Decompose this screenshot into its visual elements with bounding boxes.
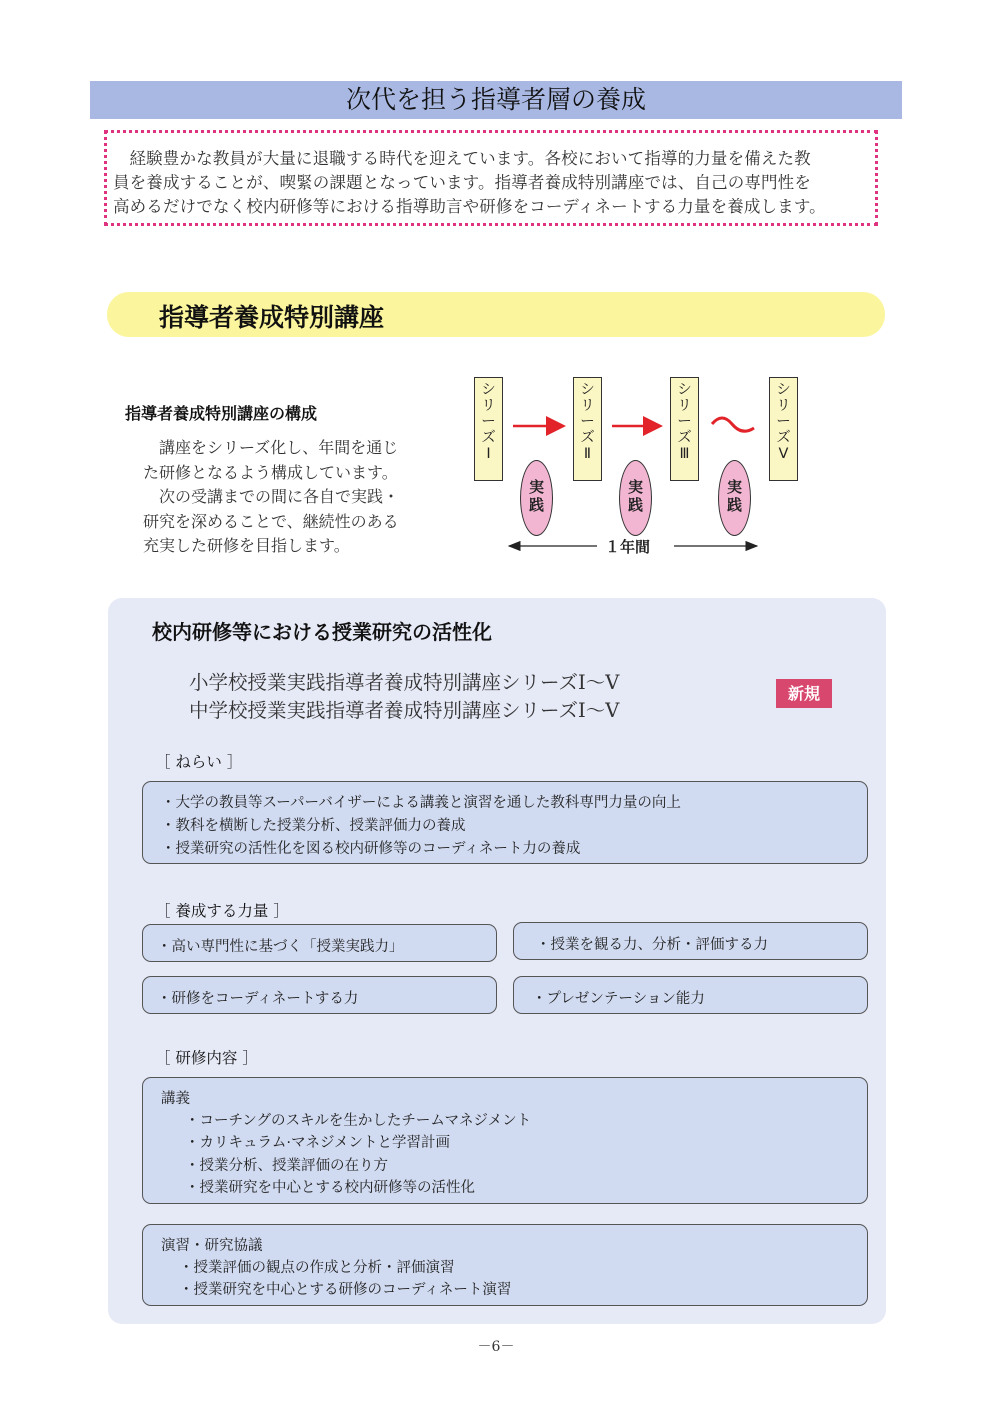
page-title: 次代を担う指導者層の養成 [90,81,902,119]
lecture-item: ・授業分析、授業評価の在り方 [185,1158,388,1174]
skill-item: ・プレゼンテーション能力 [532,991,705,1007]
series-box-2: シ リ ー ズ Ⅱ [573,377,602,481]
structure-line: 研究を深めることで、継続性のある [143,511,399,531]
lecture-title: 講義 [161,1091,190,1107]
practice-ellipse-3: 実 践 [718,460,751,536]
panel-title: 校内研修等における授業研究の活性化 [152,620,492,644]
lecture-item: ・カリキュラム·マネジメントと学習計画 [185,1135,451,1151]
content-label: ［ 研修内容 ］ [155,1049,258,1067]
lecture-item: ・コーチングのスキルを生かしたチームマネジメント [185,1113,532,1129]
aims-item: ・大学の教員等スーパーバイザーによる講義と演習を通した教科専門力量の向上 [161,795,681,811]
structure-line: た研修となるよう構成しています。 [143,462,398,482]
skill-box [142,924,497,962]
skill-item: ・高い専門性に基づく「授業実践力」 [157,939,404,955]
skill-item: ・授業を観る力、分析・評価する力 [536,937,768,953]
exercise-item: ・授業評価の観点の作成と分析・評価演習 [179,1260,455,1276]
tilde-connector [712,418,754,431]
aims-item: ・授業研究の活性化を図る校内研修等のコーディネート力の養成 [161,841,581,857]
aims-box [142,781,868,864]
series-box-1: シ リ ー ズ Ⅰ [474,377,503,481]
period-label: １年間 [605,538,651,556]
skill-box [142,976,497,1014]
series-box-3: シ リ ー ズ Ⅲ [670,377,699,481]
structure-line: 講座をシリーズ化し、年間を通じ [143,438,399,457]
course-elementary: 小学校授業実践指導者養成特別講座シリーズⅠ～Ⅴ [189,671,620,694]
structure-heading: 指導者養成特別講座の構成 [125,404,318,423]
skill-box [513,922,868,960]
structure-line: 次の受講までの間に各自で実践・ [143,487,400,506]
exercise-title: 演習・研究協議 [161,1238,263,1254]
practice-ellipse-2: 実 践 [619,460,652,536]
exercise-item: ・授業研究を中心とする研修のコーディネート演習 [179,1282,512,1298]
lecture-box [142,1077,868,1204]
section-title: 指導者養成特別講座 [159,303,385,332]
skills-label: ［ 養成する力量 ］ [155,902,289,920]
structure-line: 充実した研修を目指します。 [143,536,350,555]
page-number: －6－ [477,1339,515,1355]
diagram-arrows [0,0,992,600]
new-badge: 新規 [776,679,832,708]
skill-item: ・研修をコーディネートする力 [157,991,359,1007]
skill-box [513,976,868,1014]
exercise-box [142,1224,868,1306]
course-junior-high: 中学校授業実践指導者養成特別講座シリーズⅠ～Ⅴ [189,699,620,722]
practice-ellipse-1: 実 践 [520,460,553,536]
series-box-5: シ リ ー ズ Ⅴ [769,377,798,481]
aims-item: ・教科を横断した授業分析、授業評価力の養成 [161,818,466,834]
aims-label: ［ ねらい ］ [155,753,243,771]
lecture-item: ・授業研究を中心とする校内研修等の活性化 [185,1180,475,1196]
intro-text: 経験豊かな教員が大量に退職する時代を迎えています。各校において指導的力量を備えた教 員を養成することが、喫緊の課題となっています。指導者養成特別講座では、自己の専門性を 高めるだけでなく校内研修等における指導助言や研修をコーディネートする力量を養成します。 [113,149,826,216]
